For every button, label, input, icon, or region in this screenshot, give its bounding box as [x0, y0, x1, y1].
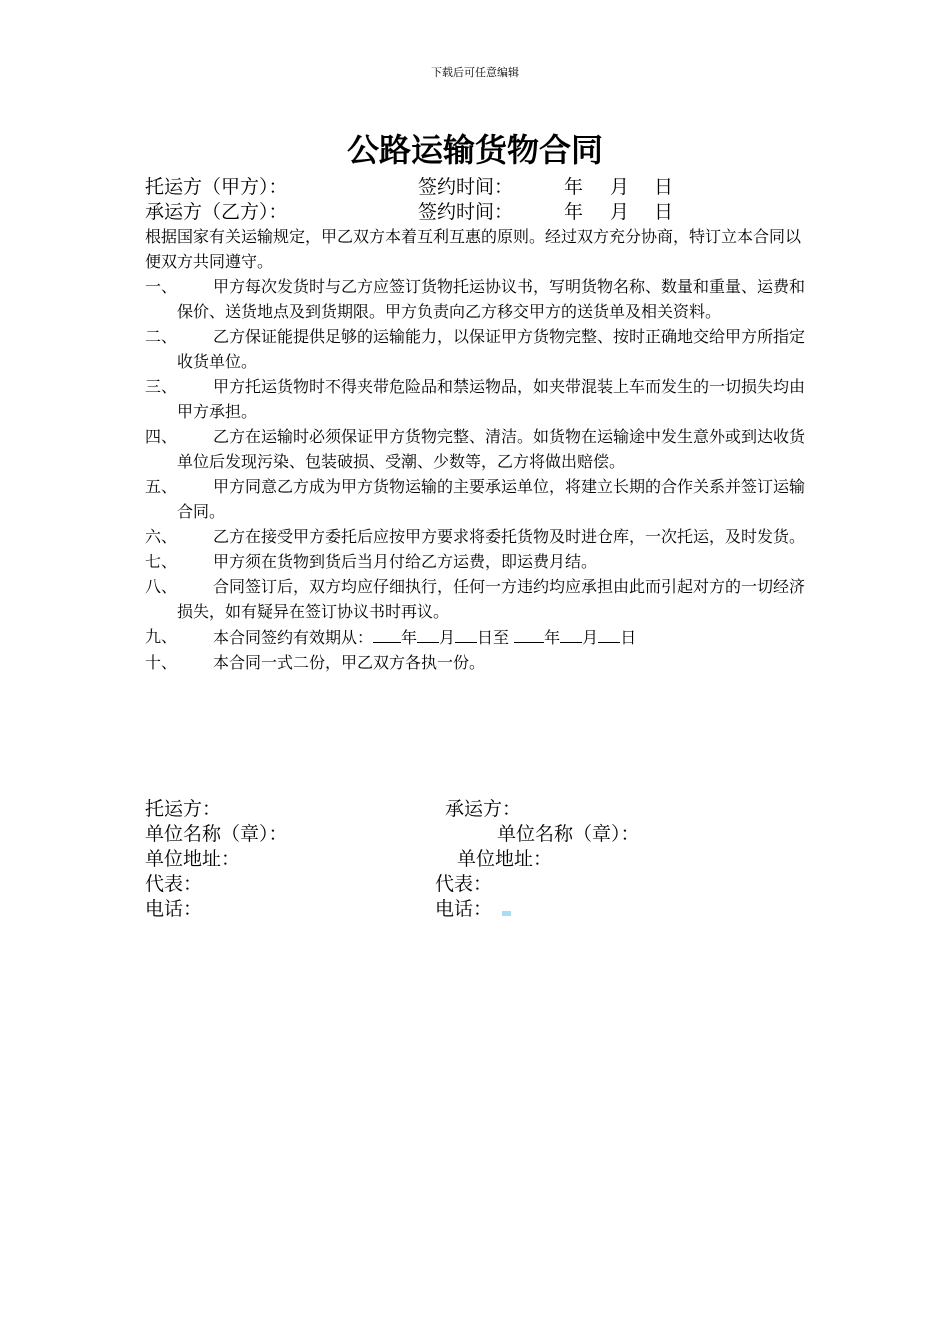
validity-prefix: 本合同签约有效期从：: [213, 628, 374, 647]
clause-text: 乙方在接受甲方委托后应按甲方要求将委托货物及时进仓库，一次托运，及时发货。: [213, 527, 806, 546]
clause-text: 甲方托运货物时不得夹带危险品和禁运物品，如夹带混装上车而发生的一切损失均由甲方承担。: [177, 377, 806, 421]
clause-text: 甲方每次发货时与乙方应签订货物托运协议书，写明货物名称、数量和重量、运费和保价、送货地点及到货期限。甲方负责向乙方移交甲方的送货单及相关资料。: [177, 277, 806, 321]
clause-number: 六、: [145, 527, 178, 546]
clause-6: [145, 524, 820, 549]
month-label: 月: [610, 176, 630, 198]
clause-number: 三、: [145, 377, 178, 396]
year-label: 年: [564, 201, 584, 223]
carrier-label: 承运方（乙方）：: [145, 201, 288, 223]
clause-number: 九、: [145, 627, 178, 646]
clause-text: 乙方保证能提供足够的运输能力，以保证甲方货物完整、按时正确地交给甲方所指定收货单位。: [177, 327, 806, 371]
month-label: 月: [439, 628, 456, 647]
clause-3: [145, 374, 820, 424]
year-label: 年: [401, 628, 418, 647]
signing-time-label: 签约时间：: [418, 176, 514, 198]
blank-year-start[interactable]: [373, 624, 401, 643]
contract-title: 公路运输货物合同: [346, 131, 603, 169]
clause-text: 本合同一式二份，甲乙双方各执一份。: [213, 653, 486, 672]
left-unit-address-label: 单位地址：: [145, 848, 241, 870]
clause-2: [145, 324, 820, 374]
blank-year-end[interactable]: [514, 624, 544, 643]
blank-day-start[interactable]: [455, 624, 477, 643]
left-unit-name-label: 单位名称（章）：: [145, 823, 288, 845]
day-label: 日: [654, 201, 674, 223]
clause-10: [145, 650, 820, 675]
clause-number: 五、: [145, 477, 178, 496]
text-cursor-marker: [502, 911, 511, 916]
year-label: 年: [564, 176, 584, 198]
clause-number: 七、: [145, 552, 178, 571]
left-phone-label: 电话：: [145, 898, 203, 920]
clause-8: [145, 574, 820, 624]
clause-text: 甲方同意乙方成为甲方货物运输的主要承运单位，将建立长期的合作关系并签订运输合同。: [177, 477, 806, 521]
day-to-label: 日至: [477, 628, 510, 647]
clause-text: [145, 624, 820, 650]
signing-time-label: 签约时间：: [418, 201, 514, 223]
right-representative-label: 代表：: [435, 873, 493, 895]
clause-number: 八、: [145, 577, 178, 596]
clause-text: 乙方在运输时必须保证甲方货物完整、清洁。如货物在运输途中发生意外或到达收货单位后发现污染、包装破损、受潮、少数等，乙方将做出赔偿。: [177, 427, 806, 471]
left-party-label: 托运方：: [145, 798, 222, 820]
clause-number: 四、: [145, 427, 178, 446]
right-unit-name-label: 单位名称（章）：: [497, 823, 640, 845]
right-phone-label: 电话：: [435, 898, 493, 920]
clause-number: 二、: [145, 327, 178, 346]
right-unit-address-label: 单位地址：: [457, 848, 553, 870]
clause-9: [145, 624, 820, 650]
shipper-label: 托运方（甲方）：: [145, 176, 288, 198]
clause-4: [145, 424, 820, 474]
day-label: 日: [654, 176, 674, 198]
clause-7: [145, 549, 820, 574]
left-representative-label: 代表：: [145, 873, 203, 895]
header-note: 下载后可任意编辑: [431, 66, 519, 79]
clause-1: [145, 274, 820, 324]
clause-number: 一、: [145, 277, 178, 296]
month-label: 月: [610, 201, 630, 223]
month-label: 月: [582, 628, 599, 647]
blank-month-start[interactable]: [417, 624, 439, 643]
clause-5: [145, 474, 820, 524]
clause-text: 合同签订后，双方均应仔细执行，任何一方违约均应承担由此而引起对方的一切经济损失，如有疑异在签订协议书时再议。: [177, 577, 806, 621]
right-party-label: 承运方：: [445, 798, 522, 820]
day-label: 日: [620, 628, 637, 647]
clause-text: 甲方须在货物到货后当月付给乙方运费，即运费月结。: [213, 552, 598, 571]
year-label: 年: [544, 628, 561, 647]
clause-list: [145, 274, 820, 675]
blank-day-end[interactable]: [598, 624, 620, 643]
clause-number: 十、: [145, 653, 178, 672]
blank-month-end[interactable]: [560, 624, 582, 643]
intro-paragraph: 根据国家有关运输规定，甲乙双方本着互利互惠的原则。经过双方充分协商，特订立本合同以便双方共同遵守。: [145, 227, 802, 271]
